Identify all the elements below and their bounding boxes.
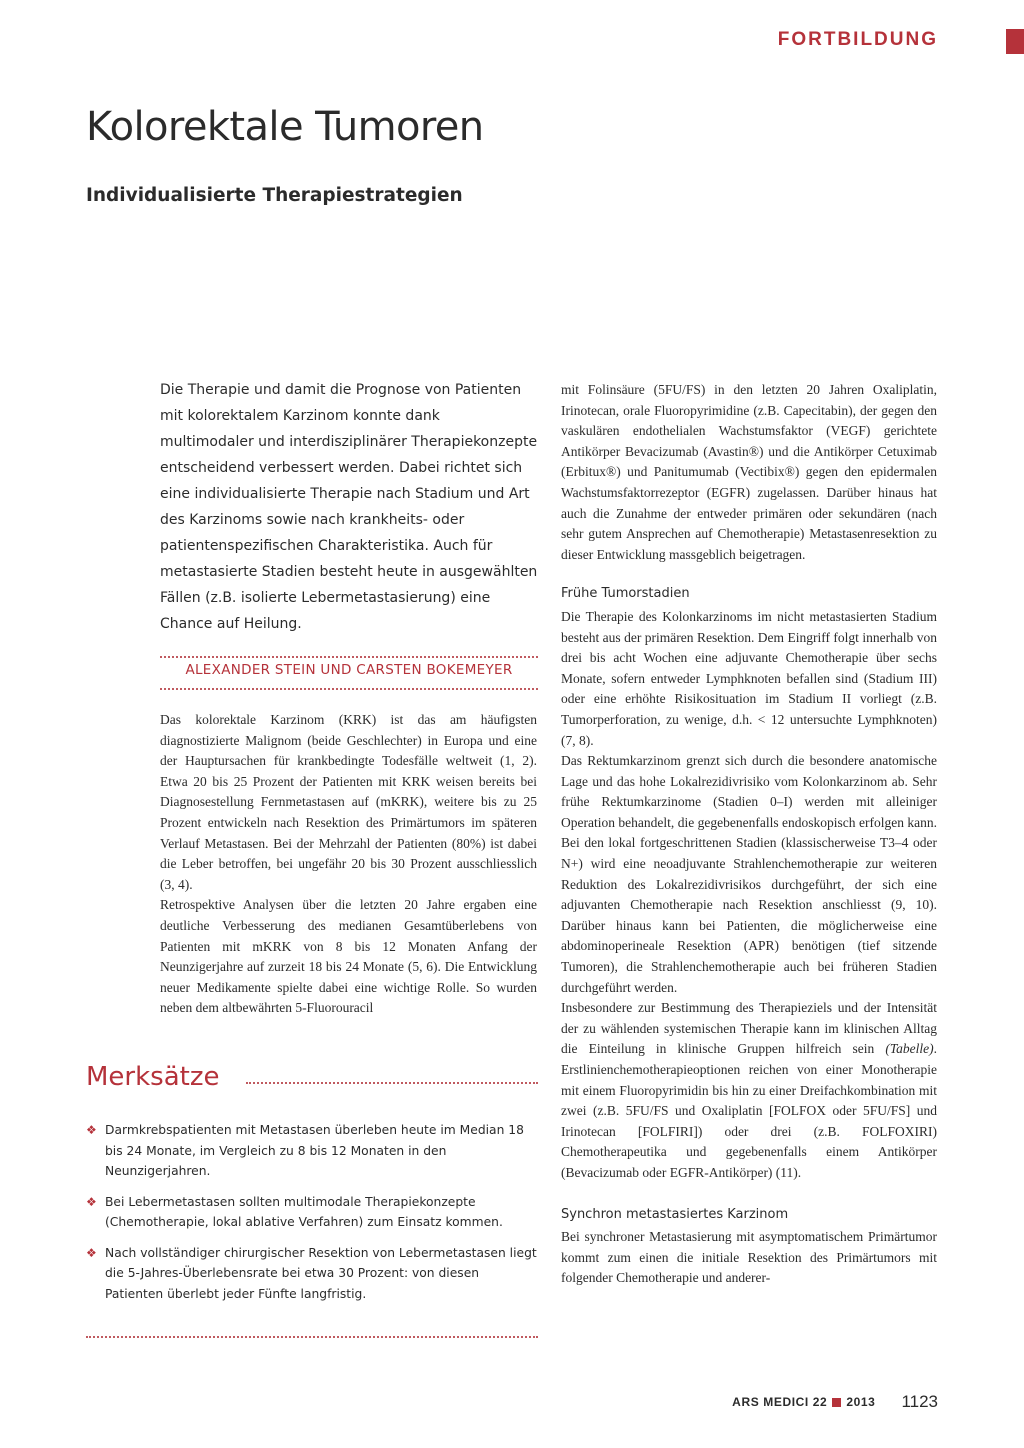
diamond-bullet-icon: ❖ [86,1123,97,1137]
body-paragraph: mit Folinsäure (5FU/FS) in den letzten 20 Jahren Oxaliplatin, Irinotecan, orale Fluoropyrimidine (z.B. Capecitabin), der gegen den vaskulären endothelialen Wachstumsfaktor (VEGF) gerichtete Antikörper Bevacizumab (Avastin®) und die Antikörper Cetuximab (Erbitux®) und Panitumumab (Vectibix®) gegen den epidermalen Wachstumsfaktorrezeptor (EGFR) zugelassen. Darüber hinaus hat auch die Zunahme der entweder primären oder sekundären (nach sehr gutem Ansprechen auf Chemotherapie) Metastasenresektion zu dieser Entwicklung massgeblich beigetragen. [561,382,937,562]
body-paragraph: Retrospektive Analysen über die letzten 20 Jahre ergaben eine deutliche Verbesserung des medianen Gesamtüberlebens von Patienten mit mKRK von 8 bis 12 Monaten Anfang der Neunzigerjahre auf zurzeit 18 bis 24 Monate (5, 6). Die Entwicklung neuer Medikamente spielte dabei eine wichtige Rolle. So wurden neben dem altbewährten 5-Fluorouracil [160,897,537,1016]
body-paragraph: Bei synchroner Metastasierung mit asymptomatischem Primärtumor kommt zum einen die initiale Resektion des Primärtumors mit folgender Chemotherapie und anderer- [561,1229,937,1286]
page-footer [732,1392,938,1412]
article-authors: ALEXANDER STEIN UND CARSTEN BOKEMEYER [185,662,513,678]
list-item-text: Darmkrebspatienten mit Metastasen überleben heute im Median 18 bis 24 Monate, im Vergleich zu 8 bis 12 Monaten in den Neunzigerjahren. [105,1123,524,1178]
diamond-bullet-icon: ❖ [86,1194,97,1209]
merksaetze-list [86,1120,538,1314]
article-title: Kolorektale Tumoren [86,104,484,150]
footer-square-icon [832,1398,841,1407]
footer-year: 2013 [846,1395,876,1409]
list-item [86,1243,538,1305]
article-subtitle: Individualisierte Therapiestrategien [86,185,463,206]
body-column-right [561,380,937,1289]
list-item-text: Nach vollständiger chirurgischer Resektion von Lebermetastasen liegt die 5-Jahres-Überlebensrate bei etwa 30 Prozent: von diesen Patienten überlebt jeder Fünfte langfristig. [105,1245,537,1301]
body-column-left [160,710,537,1019]
body-text: . Erstlinienchemotherapieoptionen reichen von einer Monotherapie mit einem Fluoropyrimidin bis hin zu einer Dreifachkombination mit zwei (z.B. 5FU/FS und Oxaliplatin [FOLFOX oder 5FU/FS] und Irinotecan [FOLFIRI]) oder drei (z.B. FOLFOXIRI) Chemotherapeutika und gegebenenfalls einem Antikörper (Bevacizumab oder EGFR-Antikörper) (11). [561,1041,937,1180]
body-text: Insbesondere zur Bestimmung des Therapieziels und der Intensität der zu wählenden systemischen Therapie kann im klinischen Alltag die Einteilung in klinische Gruppen hilfreich sein [561,1000,937,1057]
body-paragraph [561,998,937,1183]
body-paragraph: Das Rektumkarzinom grenzt sich durch die besondere anatomische Lage und das hohe Lokalrezidivrisiko vom Kolonkarzinom ab. Sehr frühe Rektumkarzinome (Stadien 0–I) werden mit alleiniger Operation behandelt, die gegebenenfalls endoskopisch erfolgen kann. Bei den lokal fortgeschrittenen Stadien (klassischerweise T3–4 oder N+) wird eine neoadjuvante Strahlenchemotherapie zur weiteren Reduktion des Lokalrezidivrisikos durchgeführt, der sich eine adjuvanten Chemotherapie nach Resektion anschliesst (9, 10). Darüber hinaus kann bei Patienten, die möglicherweise eine abdominoperineale Resektion (APR) benötigen (tief sitzende Tumoren), die Strahlenchemotherapie auch bei früheren Stadien durchgeführt werden. [561,753,937,995]
section-marker-block [1006,29,1024,54]
body-paragraph: Die Therapie des Kolonkarzinoms im nicht metastasierten Stadium besteht aus der primären Resektion. Dem Eingriff folgt innerhalb von drei bis acht Wochen eine adjuvante Chemotherapie über sechs Monate, sofern entweder Lymphknoten befallen sind (Stadium III) oder eine erhöhte Risikosituation im Stadium II vorliegt (z.B. Tumorperforation, zu wenige, d.h. < 12 untersuchte Lymphknoten) (7, 8). [561,608,937,748]
section-heading: Frühe Tumorstadien [561,586,690,602]
footer-journal: ARS MEDICI 22 [732,1395,828,1409]
page-number: 1123 [901,1392,938,1411]
diamond-bullet-icon: ❖ [86,1245,97,1260]
merksaetze-bottom-divider [86,1336,538,1338]
section-heading: Synchron metastasiertes Karzinom [561,1206,789,1222]
merksaetze-title: Merksätze [86,1062,220,1092]
list-item [86,1120,538,1182]
table-reference: (Tabelle) [885,1041,934,1057]
list-item [86,1192,538,1233]
merksaetze-title-dots [246,1082,538,1084]
list-item-text: Bei Lebermetastasen sollten multimodale Therapiekonzepte (Chemotherapie, lokal ablative Verfahren) zum Einsatz kommen. [105,1194,503,1229]
body-paragraph: Das kolorektale Karzinom (KRK) ist das am häufigsten diagnostizierte Malignom (beide Geschlechter) in Europa und eine der Hauptursachen für krankbedingte Todesfälle weltweit (1, 2). Etwa 20 bis 25 Prozent der Patienten mit KRK weisen bereits bei Diagnosestellung Fernmetastasen auf (mKRK), weitere bis zu 25 Prozent entwickeln nach Resektion des Primärtumors im späteren Verlauf Metastasen. Bei der Mehrzahl der Patienten (80%) ist dabei die Leber betroffen, bei ungefähr 20 bis 30 Prozent ausschliesslich (3, 4). [160,712,537,892]
article-lead: Die Therapie und damit die Prognose von Patienten mit kolorektalem Karzinom konnte dank multimodaler und interdisziplinärer Therapiekonzepte entscheidend verbessert werden. Dabei richtet sich eine individualisierte Therapie nach Stadium und Art des Karzinoms sowie nach krankheits- oder patientenspezifischen Charakteristika. Auch für metastasierte Stadien besteht heute in ausgewählten Fällen (z.B. isolierte Lebermetastasierung) eine Chance auf Heilung. [160,382,538,632]
section-label: FORTBILDUNG [777,29,938,50]
